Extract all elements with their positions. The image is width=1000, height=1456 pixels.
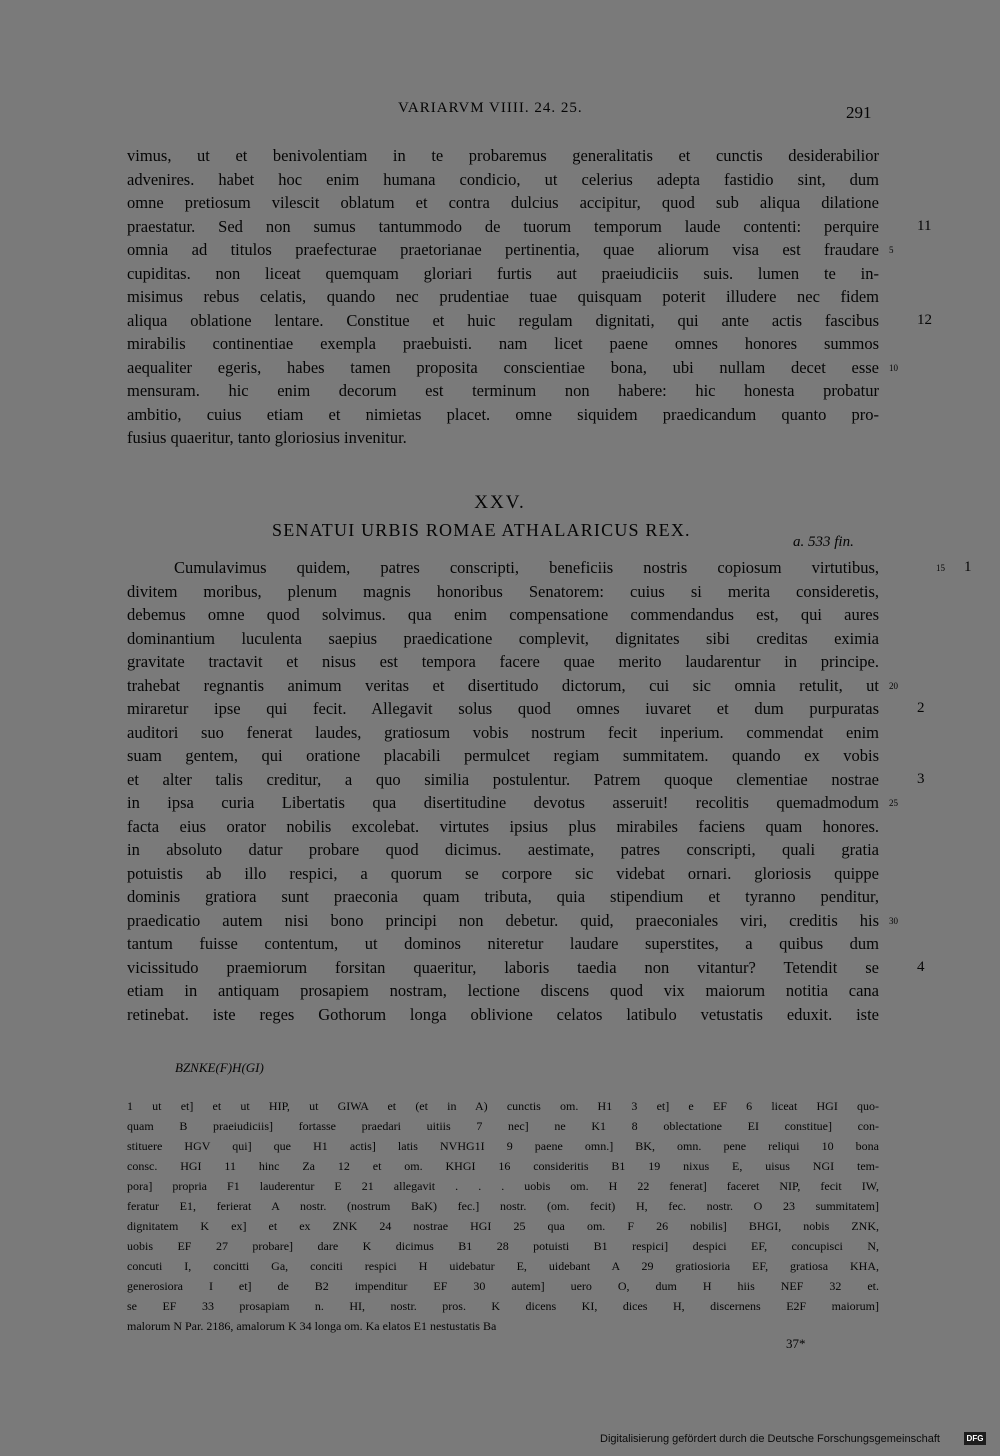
apparatus-line: generosiora I et] de B2 impenditur EF 30 autem] uero O, dum H hiis NEF 32 et. xyxy=(127,1279,879,1293)
line-text: gravitate tractavit et nisus est tempora facere quae merito laudarentur in principe. xyxy=(127,652,879,671)
apparatus-line: feratur E1, ferierat A nostr. (nostrum BaK) fec.] nostr. (om. fecit) H, fec. nostr. O 23 summitatem] xyxy=(127,1199,879,1213)
text-line xyxy=(127,262,879,286)
page-number: 291 xyxy=(846,103,872,122)
line-text: debemus omne quod solvimus. qua enim compensatione commendandus est, qui aures xyxy=(127,605,879,624)
line-text: Cumulavimus quidem, patres conscripti, beneficiis nostris copiosum virtutibus, xyxy=(174,558,879,577)
printer-signature: 37* xyxy=(786,1336,806,1351)
line-text: omne pretiosum vilescit oblatum et contra dulcius accipitur, quod sub aliqua dilatione xyxy=(127,193,879,212)
text-line xyxy=(127,556,972,580)
text-line xyxy=(127,791,898,815)
text-line xyxy=(127,956,925,980)
line-text: mirabilis continentiae exempla praebuisti. nam licet paene omnes honores summos xyxy=(127,334,879,353)
paragraph-number: 11 xyxy=(917,217,932,234)
text-line xyxy=(127,932,879,956)
text-line xyxy=(127,744,879,768)
apparatus-line: consc. HGI 11 hinc Za 12 et om. KHGI 16 consideritis B1 19 nixus E, uisus NGI tem- xyxy=(127,1159,879,1173)
text-line xyxy=(127,309,932,333)
text-line xyxy=(127,721,879,745)
line-text: omnia ad titulos praefecturae praetorianae pertinentia, quae aliorum visa est fraudare xyxy=(127,240,879,259)
line-text: aliqua oblatione lentare. Constitue et huic regulam dignitati, qui ante actis fascibus xyxy=(127,310,879,330)
text-line xyxy=(127,238,894,262)
text-line xyxy=(127,168,879,192)
text-line xyxy=(127,979,879,1003)
text-line xyxy=(127,627,879,651)
apparatus-line: uobis EF 27 probare] dare K dicimus B1 28 potuisti B1 respici] despici EF, concupisci N, xyxy=(127,1239,879,1253)
paragraph-number: 1 xyxy=(964,559,972,575)
paragraph-number: 3 xyxy=(917,770,925,787)
line-number: 10 xyxy=(889,362,898,373)
section-number: XXV. xyxy=(474,492,526,513)
apparatus-line: stituere HGV qui] que H1 actis] latis NVHG1I 9 paene omn.] BK, omn. pene reliqui 10 bona xyxy=(127,1139,879,1153)
line-text: advenires. habet hoc enim humana condicio, ut celerius adepta fastidio sint, dum xyxy=(127,169,879,189)
text-line xyxy=(127,768,925,792)
apparatus-line: malorum N Par. 2186, amalorum K 34 longa om. Ka elatos E1 nestustatis Ba xyxy=(127,1319,497,1333)
line-number: 15 xyxy=(936,563,945,573)
text-line xyxy=(127,332,879,356)
text-line xyxy=(127,885,879,909)
line-text: ambitio, cuius etiam et nimietas placet. omne siquidem praedicandum quanto pro- xyxy=(127,404,879,424)
apparatus-line: se EF 33 prosapiam n. HI, nostr. pros. K dicens KI, dices H, discernens E2F maiorum] xyxy=(127,1299,879,1313)
text-line xyxy=(127,356,898,380)
line-text: in absoluto datur probare quod dicimus. aestimate, patres conscripti, quali gratia xyxy=(127,840,879,859)
line-text: suam gentem, qui oratione placabili permulcet regiam summitatem. quando ex vobis xyxy=(127,746,879,765)
text-line xyxy=(127,191,879,215)
text-line xyxy=(127,603,879,627)
line-text: dominantium luculenta saepius praedicatione complevit, dignitates sibi creditas eximia xyxy=(127,628,879,648)
text-line xyxy=(127,403,879,427)
apparatus-line: quam B praeiudiciis] fortasse praedari uitiis 7 nec] ne K1 8 oblectatione EI constitue] con- xyxy=(127,1119,879,1133)
text-line xyxy=(127,580,879,604)
line-number: 20 xyxy=(889,680,898,691)
paragraph-number: 12 xyxy=(917,311,932,328)
text-line xyxy=(127,697,925,721)
dfg-logo: DFG xyxy=(964,1432,986,1445)
text-line xyxy=(127,815,879,839)
apparatus-line: pora] propria F1 lauderentur E 21 allegavit . . . uobis om. H 22 fenerat] faceret NIP, fecit IW, xyxy=(127,1179,879,1193)
footer-credit: Digitalisierung gefördert durch die Deutsche Forschungsgemeinschaft xyxy=(600,1433,940,1445)
text-line xyxy=(127,379,879,403)
text-line xyxy=(127,650,879,674)
apparatus-line: dignitatem K ex] et ex ZNK 24 nostrae HGI 25 qua om. F 26 nobilis] BHGI, nobis ZNK, xyxy=(127,1219,879,1233)
apparatus-line: 1 ut et] et ut HIP, ut GIWA et (et in A) cunctis om. H1 3 et] e EF 6 liceat HGI quo- xyxy=(127,1099,879,1113)
line-text: potuistis ab illo respici, a quorum se corpore sic videbat ornari. gloriosis quippe xyxy=(127,863,879,883)
apparatus-sigla: BZNKE(F)H(GI) xyxy=(175,1060,264,1075)
text-line xyxy=(127,215,932,239)
text-line xyxy=(127,426,879,450)
line-text: praedicatio autem nisi bono principi non debetur. quid, praeconiales viri, creditis his xyxy=(127,910,879,930)
line-text: in ipsa curia Libertatis qua disertitudine devotus asseruit! recolitis quemadmodum xyxy=(127,793,879,812)
apparatus-line: concuti I, concitti Ga, conciti respici H uidebatur E, uidebant A 29 gratiosioria EF, gratiosa KHA, xyxy=(127,1259,879,1273)
line-text: divitem moribus, plenum magnis honoribus Senatorem: cuius si merita consideretis, xyxy=(127,581,879,601)
line-number: 25 xyxy=(889,798,898,808)
running-head: VARIARVM VIIII. 24. 25. xyxy=(398,100,583,116)
line-text: miraretur ipse qui fecit. Allegavit solus quod omnes iuvaret et dum purpuratas xyxy=(127,699,879,718)
line-text: aequaliter egeris, habes tamen proposita conscientiae bona, ubi nullam decet esse xyxy=(127,357,879,377)
line-text: mensuram. hic enim decorum est terminum non habere: hic honesta probatur xyxy=(127,381,879,400)
line-text: vimus, ut et benivolentiam in te probaremus generalitatis et cunctis desiderabilior xyxy=(127,146,879,165)
letter-xxv-text xyxy=(127,556,972,1026)
paragraph-number: 2 xyxy=(917,700,925,716)
text-line xyxy=(127,838,879,862)
line-text: praestatur. Sed non sumus tantummodo de tuorum temporum laude contenti: perquire xyxy=(127,216,879,236)
text-line xyxy=(127,909,898,933)
text-line xyxy=(127,674,898,698)
line-text: dominis gratiora sunt praeconia quam tributa, quia stipendium et tyranno penditur, xyxy=(127,887,879,906)
text-line xyxy=(127,862,879,886)
line-text: cupiditas. non liceat quemquam gloriari furtis aut praeiudiciis suis. lumen te in- xyxy=(127,263,879,283)
line-text: etiam in antiquam prosapiem nostram, lectione discens quod vix maiorum notitia cana xyxy=(127,981,879,1000)
line-text: retinebat. iste reges Gothorum longa oblivione celatos latibulo vetustatis eduxit. iste xyxy=(127,1004,879,1024)
line-text: vicissitudo praemiorum forsitan quaeritur, laboris taedia non vitantur? Tetendit se xyxy=(127,957,879,977)
text-line xyxy=(127,285,879,309)
line-text: misimus rebus celatis, quando nec prudentiae tuae quisquam poterit illudere nec fidem xyxy=(127,287,879,306)
line-text: facta eius orator nobilis excolebat. virtutes ipsius plus mirabiles faciens quam honores. xyxy=(127,816,879,836)
line-text: fusius quaeritur, tanto gloriosius invenitur. xyxy=(127,428,407,447)
line-text: trahebat regnantis animum veritas et disertitudo dictorum, cui sic omnia retulit, ut xyxy=(127,675,879,695)
text-line xyxy=(127,144,879,168)
line-text: auditori suo fenerat laudes, gratiosum vobis nostrum fecit inperium. commendat enim xyxy=(127,722,879,742)
letter-xxiv-conclusion xyxy=(127,144,932,450)
line-text: tantum fuisse contentum, ut dominos niteretur laudare superstites, a quibus dum xyxy=(127,934,879,953)
section-date: a. 533 fin. xyxy=(793,534,854,550)
text-line xyxy=(127,1003,879,1027)
section-title: SENATUI URBIS ROMAE ATHALARICUS REX. xyxy=(272,520,691,540)
line-number: 30 xyxy=(889,915,898,926)
critical-apparatus xyxy=(127,1096,879,1336)
line-number: 5 xyxy=(889,245,894,255)
line-text: et alter talis creditur, a quo similia postulentur. Patrem quoque clementiae nostrae xyxy=(127,769,879,789)
paragraph-number: 4 xyxy=(917,958,925,975)
